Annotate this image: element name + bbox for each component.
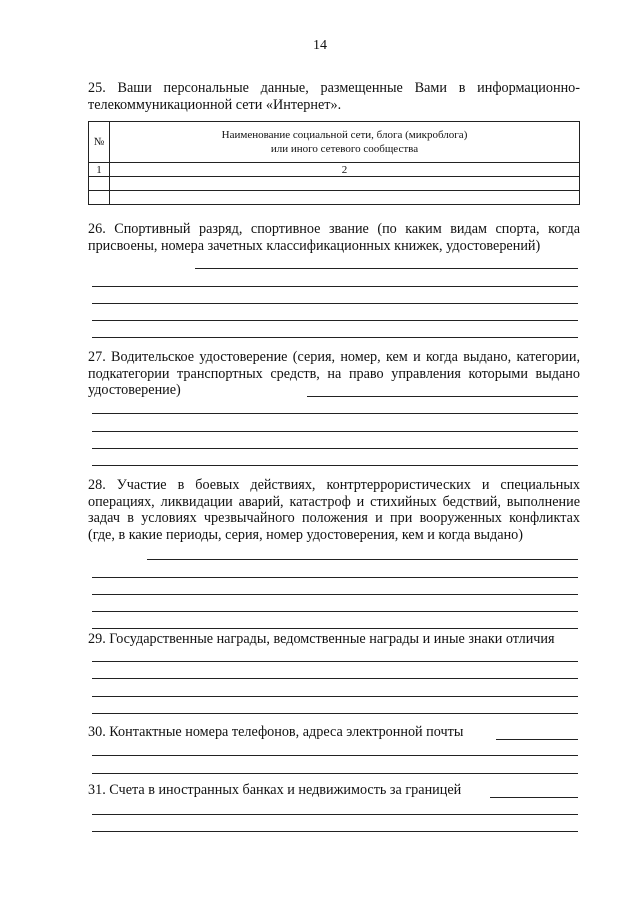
answer-29-line[interactable] (92, 713, 578, 714)
answer-27-line[interactable] (92, 413, 578, 414)
answer-29-line[interactable] (92, 661, 578, 662)
table-header-number: № (89, 122, 110, 163)
page-number: 14 (313, 38, 327, 53)
answer-30-line[interactable] (92, 755, 578, 756)
table-cell-empty[interactable] (89, 191, 110, 205)
question-31-text: 31. Счета в иностранных банках и недвижимость за границей (88, 782, 462, 798)
answer-29-line[interactable] (92, 678, 578, 679)
answer-27-inline-line[interactable] (307, 396, 578, 397)
table-cell-empty[interactable] (110, 191, 580, 205)
table-cell-empty[interactable] (110, 177, 580, 191)
question-28-text: 28. Участие в боевых действиях, контртеррористических и специальных операциях, ликвидации аварий, катастроф и стихийных бедствий, выполнение задач в условиях чрезвычайного положения и при вооруженных конфликтах (где, в какие периоды, серия, номер удостоверения, кем и когда выдано) (88, 477, 580, 543)
answer-30-inline-line[interactable] (496, 739, 578, 740)
answer-26-line[interactable] (92, 337, 578, 338)
question-25-text: 25. Ваши персональные данные, размещенные Вами в информационно-телекоммуникационной сети «Интернет». (88, 80, 580, 113)
answer-28-inline-line[interactable] (147, 559, 578, 560)
answer-26-line[interactable] (92, 320, 578, 321)
answer-29-line[interactable] (92, 696, 578, 697)
table-header-name (110, 122, 580, 163)
answer-27-line[interactable] (92, 465, 578, 466)
answer-28-line[interactable] (92, 611, 578, 612)
answer-31-line[interactable] (92, 831, 578, 832)
table-index-2: 2 (110, 163, 580, 177)
answer-30-line[interactable] (92, 773, 578, 774)
answer-28-line[interactable] (92, 577, 578, 578)
answer-26-line[interactable] (92, 303, 578, 304)
question-26-text: 26. Спортивный разряд, спортивное звание (по каким видам спорта, когда присвоены, номера зачетных классификационных книжек, удостоверений) (88, 221, 580, 254)
question-30-text: 30. Контактные номера телефонов, адреса электронной почты (88, 724, 464, 740)
answer-28-line[interactable] (92, 594, 578, 595)
table-header-name-line1: Наименование социальной сети, блога (микроблога) (221, 129, 468, 141)
answer-26-line[interactable] (92, 286, 578, 287)
question-27-text: 27. Водительское удостоверение (серия, номер, кем и когда выдано, категории, подкатегории транспортных средств, на право управления которыми выдано удостоверение) (88, 349, 580, 399)
answer-26-inline-line[interactable] (195, 268, 578, 269)
table-index-1: 1 (89, 163, 110, 177)
answer-27-line[interactable] (92, 448, 578, 449)
table-cell-empty[interactable] (89, 177, 110, 191)
table-header-name-line2: или иного сетевого сообщества (270, 143, 419, 155)
answer-31-line[interactable] (92, 814, 578, 815)
answer-28-line[interactable] (92, 628, 578, 629)
question-29-text: 29. Государственные награды, ведомственные награды и иные знаки отличия (88, 631, 555, 647)
answer-27-line[interactable] (92, 431, 578, 432)
answer-31-inline-line[interactable] (490, 797, 578, 798)
social-networks-table (88, 121, 580, 205)
